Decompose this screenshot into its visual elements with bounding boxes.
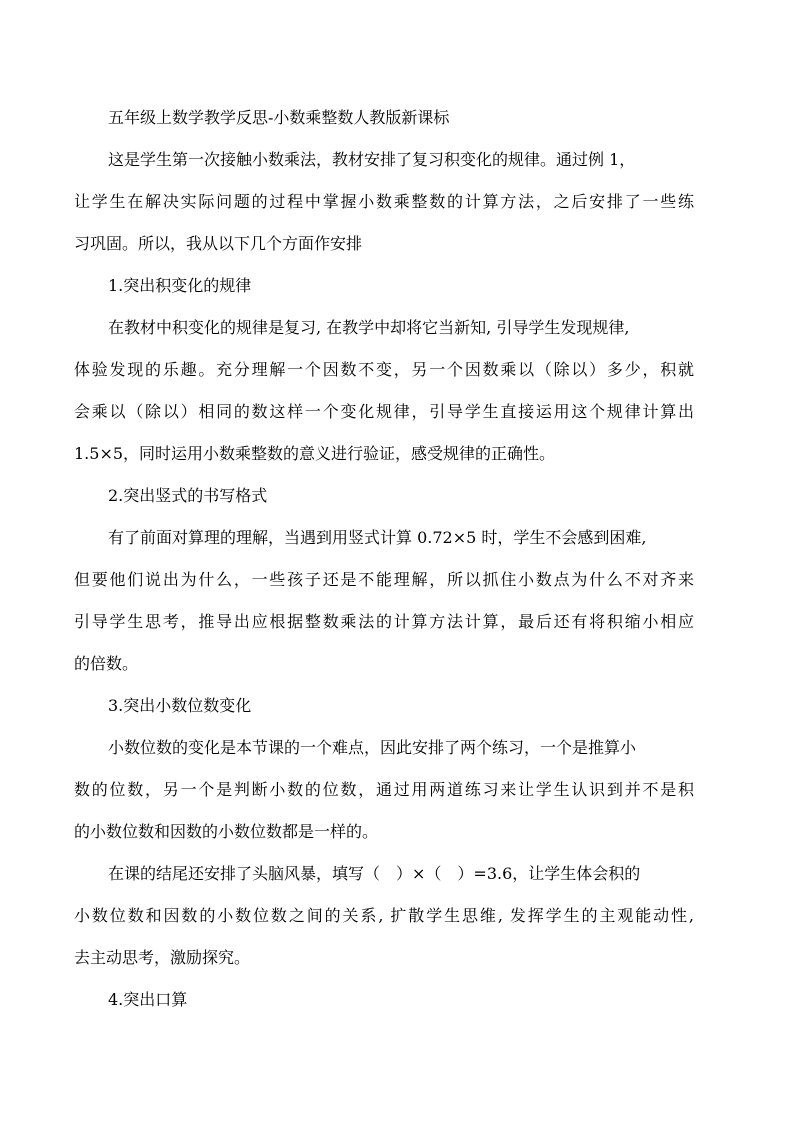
section-2-line-3: 引导学生思考，推导出应根据整数乘法的计算方法计算，最后还有将积缩小相应 xyxy=(74,612,694,631)
intro-line-3: 习巩固。所以，我从以下几个方面作安排 xyxy=(74,234,363,253)
document-title: 五年级上数学教学反思-小数乘整数人教版新课标 xyxy=(108,108,450,127)
section-heading-3: 3.突出小数位数变化 xyxy=(108,696,252,715)
section-3-line-3: 的小数位数和因数的小数位数都是一样的。 xyxy=(74,822,379,841)
section-2-line-2: 但要他们说出为什么，一些孩子还是不能理解，所以抓住小数点为什么不对齐来 xyxy=(74,570,694,589)
section-2-line-4: 的倍数。 xyxy=(74,654,139,673)
section-heading-2: 2.突出竖式的书写格式 xyxy=(108,486,268,505)
section-1-line-4: 1.5×5，同时运用小数乘整数的意义进行验证，感受规律的正确性。 xyxy=(74,444,556,463)
intro-line-1: 这是学生第一次接触小数乘法，教材安排了复习积变化的规律。通过例 1， xyxy=(108,150,636,169)
section-1-line-1: 在教材中积变化的规律是复习, 在教学中却将它当新知, 引导学生发现规律, xyxy=(108,318,630,337)
section-2-line-1: 有了前面对算理的理解，当遇到用竖式计算 0.72×5 时，学生不会感到困难, xyxy=(108,528,647,547)
section-1-line-3: 会乘以（除以）相同的数这样一个变化规律，引导学生直接运用这个规律计算出 xyxy=(74,402,694,421)
intro-line-2: 让学生在解决实际问题的过程中掌握小数乘整数的计算方法，之后安排了一些练 xyxy=(74,192,694,211)
section-3-line-2: 数的位数，另一个是判断小数的位数，通过用两道练习来让学生认识到并不是积 xyxy=(74,780,694,799)
section-1-line-2: 体验发现的乐趣。充分理解一个因数不变，另一个因数乘以（除以）多少，积就 xyxy=(74,360,694,379)
section-3-p2-line-2: 小数位数和因数的小数位数之间的关系, 扩散学生思维, 发挥学生的主观能动性, xyxy=(74,906,694,925)
section-3-p2-line-3: 去主动思考，激励探究。 xyxy=(74,948,251,967)
section-3-p2-line-1: 在课的结尾还安排了头脑风暴，填写（ ）×（ ）=3.6，让学生体会积的 xyxy=(108,864,641,883)
section-heading-1: 1.突出积变化的规律 xyxy=(108,276,252,295)
section-heading-4: 4.突出口算 xyxy=(108,990,188,1009)
section-3-line-1: 小数位数的变化是本节课的一个难点，因此安排了两个练习，一个是推算小 xyxy=(108,738,637,757)
